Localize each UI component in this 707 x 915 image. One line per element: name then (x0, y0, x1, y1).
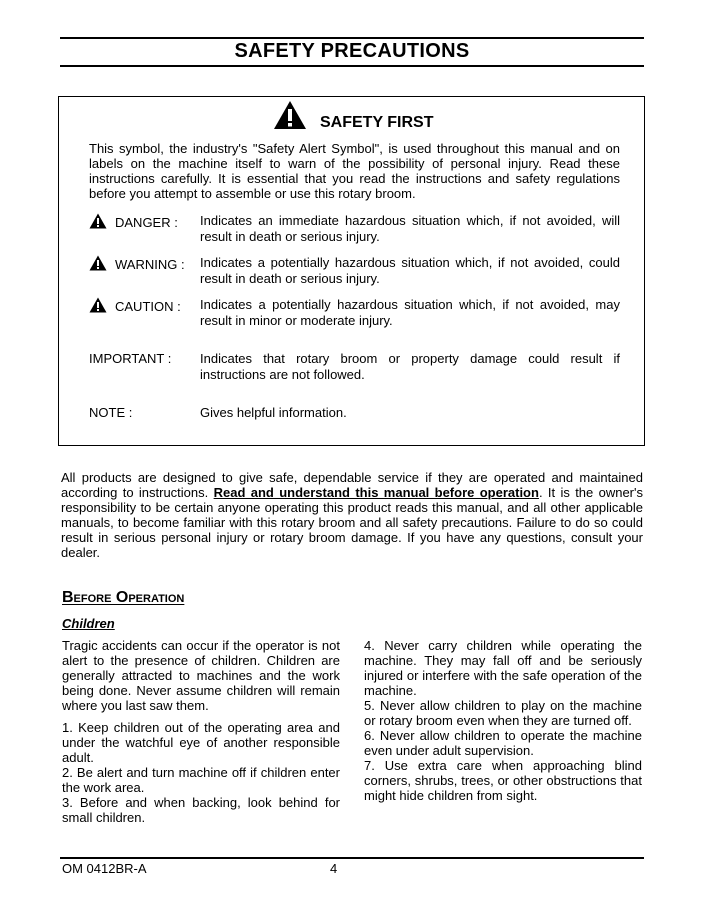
list-item: 6. Never allow children to operate the machine even under adult supervision. (364, 728, 642, 758)
left-column (62, 638, 340, 825)
definition-term: NOTE : (89, 405, 133, 420)
definition-desc: Gives helpful information. (200, 405, 347, 420)
subsection-heading: Children (62, 616, 115, 631)
section-heading: Before Operation (62, 589, 185, 606)
header-top-rule (60, 37, 644, 39)
list-item: 5. Never allow children to play on the machine or rotary broom even when they are turned off. (364, 698, 642, 728)
caution-alert-icon (89, 297, 107, 317)
definition-desc: Indicates a potentially hazardous situation which, if not avoided, could result in death or serious injury. (200, 255, 620, 286)
list-item: 1. Keep children out of the operating area and under the watchful eye of another responsible adult. (62, 720, 340, 765)
header-bottom-rule (60, 65, 644, 67)
safety-first-title: SAFETY FIRST (320, 114, 434, 131)
page-title: SAFETY PRECAUTIONS (234, 40, 470, 62)
list-item: 7. Use extra care when approaching blind corners, shrubs, trees, or other obstructions that might hide children from sight. (364, 758, 642, 803)
definition-term: DANGER : (115, 215, 178, 230)
definition-term: WARNING : (115, 257, 185, 272)
definition-desc: Indicates an immediate hazardous situation which, if not avoided, will result in death or serious injury. (200, 213, 620, 244)
list-item: 4. Never carry children while operating the machine. They may fall off and be seriously injured or interfere with the safe operation of the machine. (364, 638, 642, 698)
definition-term: IMPORTANT : (89, 351, 172, 366)
footer-page-number: 4 (330, 861, 338, 876)
general-text-after: . It is the owner's responsibility to be certain anyone operating this product reads this manual, and all other applicable manuals, to become familiar with this rotary broom and all safety precautions. Failure to do so could result in serious personal injury or rotary broom damage. If you have any questions, consult your dealer. (61, 485, 643, 560)
list-item: 2. Be alert and turn machine off if children enter the work area. (62, 765, 340, 795)
footer-rule (60, 857, 644, 859)
safety-alert-triangle-icon (273, 100, 307, 135)
definition-desc: Indicates that rotary broom or property damage could result if instructions are not followed. (200, 351, 620, 382)
safety-intro: This symbol, the industry's "Safety Alert Symbol", is used throughout this manual and on labels on the machine itself to warn of the possibility of personal injury. Read these instructions carefully. It is essential that you read the instructions and safety regulations before you attempt to assemble or use this rotary broom. (89, 141, 620, 201)
right-column (364, 638, 642, 803)
warning-alert-icon (89, 255, 107, 275)
general-emphasis: Read and understand this manual before operation (213, 485, 539, 500)
footer-doc-id: OM 0412BR-A (62, 861, 147, 876)
definition-desc: Indicates a potentially hazardous situation which, if not avoided, may result in minor or moderate injury. (200, 297, 620, 328)
general-text-before: All products are designed to give safe, dependable service if they are operated and maintained according to instructions. (61, 470, 643, 500)
danger-alert-icon (89, 213, 107, 233)
list-item: 3. Before and when backing, look behind for small children. (62, 795, 340, 825)
children-intro: Tragic accidents can occur if the operator is not alert to the presence of children. Children are generally attracted to machines and the work being done. Never assume children will remain where you last saw them. (62, 638, 340, 713)
definition-term: CAUTION : (115, 299, 181, 314)
general-safety-paragraph (61, 470, 643, 560)
